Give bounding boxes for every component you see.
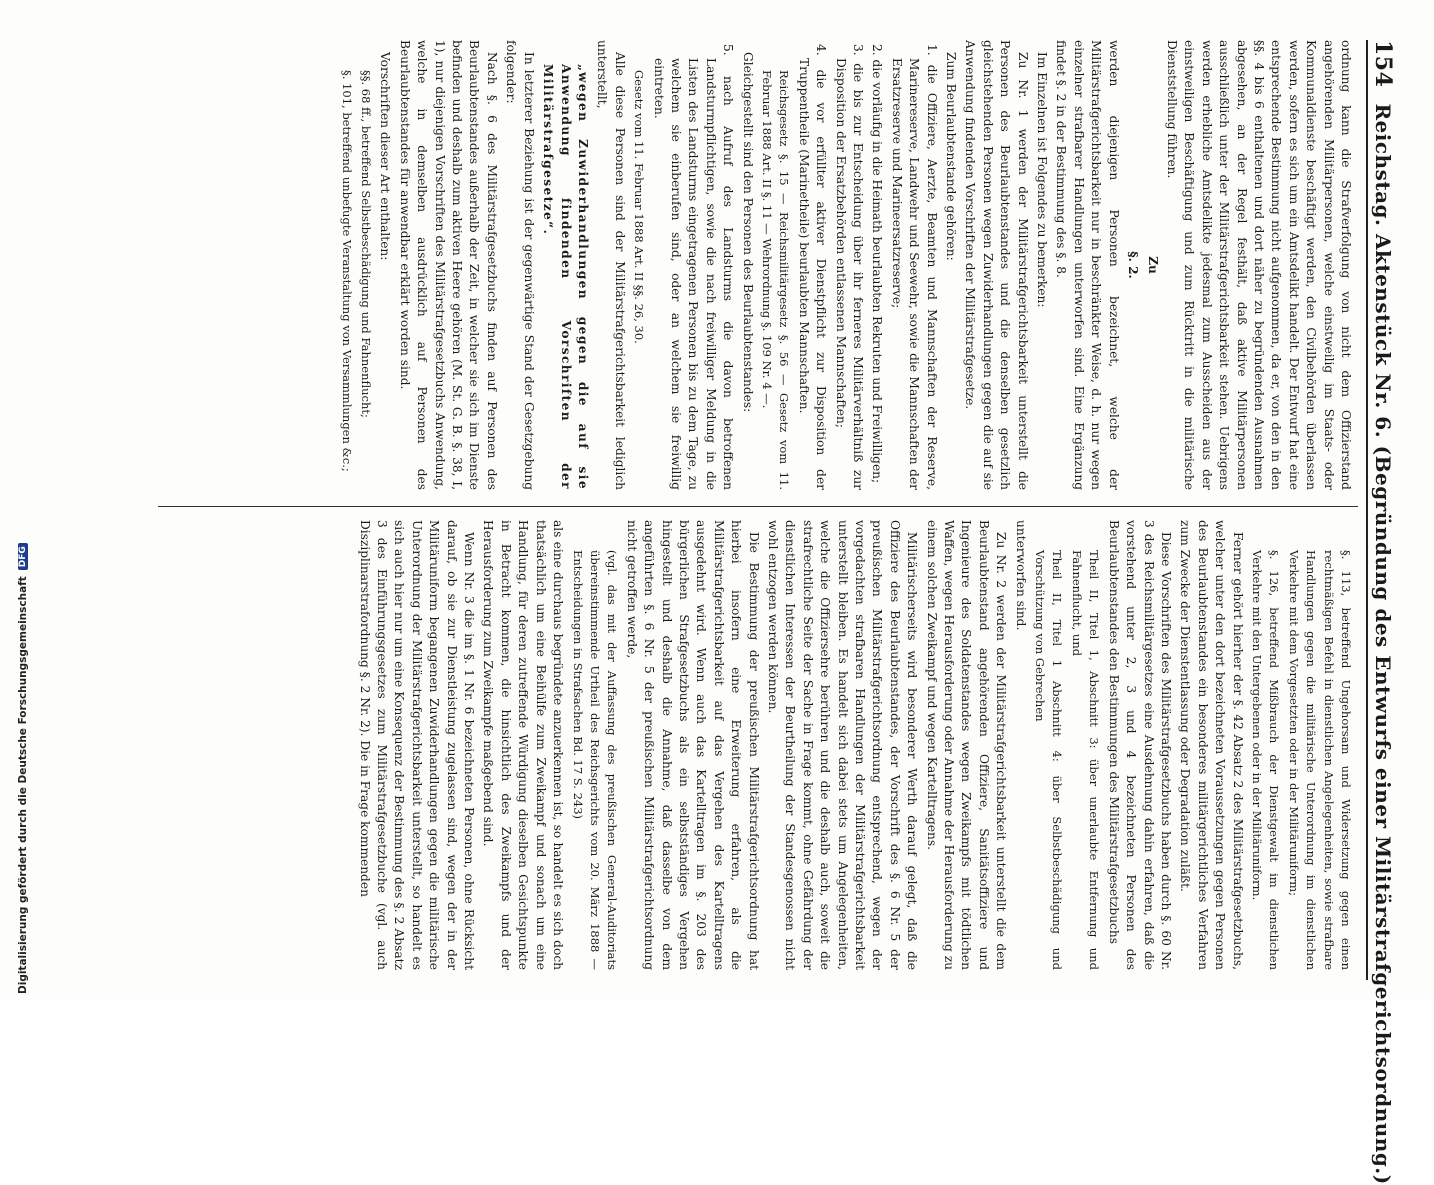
paragraph: Nach §. 6 des Militärstrafgesetzbuchs finden auf Personen des Beurlaubtenstandes außerhalb der Zeit, in welcher sie sich im Dienste befinden und deshalb zum aktiven Heere gehören (M. St. G. B. §. 38, I, 1), nur diejenigen Vorschriften des Militärstrafgesetzbuchs Anwendung, welche in demselben ausdrücklich auf Personen des Beurlaubtenstandes für anwendbar erklärt worden sind. <box>397 40 499 490</box>
paragraph: Theil II, Titel 1 Abschnitt 4: über Selbstbeschädigung und Vorschützung von Gebrechen <box>1033 550 1065 970</box>
paragraph: werden diejenigen Personen bezeichnet, welche der Militärstrafgerichtsbarkeit nur in beschränkter Weise, d. h. nur wegen einzelner strafbarer Handlungen unterworfen sind. Eine Ergänzung findet §. 2 in der Bestimmung des §. 8. <box>1054 40 1121 490</box>
rotated-page-content <box>148 40 1398 1185</box>
page-title: Reichstag. Aktenstück Nr. 6. (Begründung des Entwurfs einer Militärstrafgerichtsordnung.) <box>1371 103 1395 1185</box>
paragraph: §. 126, betreffend Mißbrauch der Dienstgewalt im dienstlichen Verkehre mit den Untergebenen oder in der Militäruniform. <box>1249 550 1282 970</box>
paragraph: (vgl. das mit der Auffassung des preußischen General-Auditoriats übereinstimmende Urtheil des Reichsgerichts vom 20. März 1888 — Entscheidungen in Strafsachen Bd. 17 S. 243) <box>570 550 620 970</box>
paragraph: Zu Nr. 1 werden der Militärstrafgerichtsbarkeit unterstellt die Personen des Beurlaubtenstandes und die denselben gesetzlich gleichstehenden Personen wegen Zuwiderhandlungen gegen die auf sie Anwendung findenden Vorschriften der Militärstrafgesetze. <box>963 40 1030 490</box>
page-number: 154 <box>1370 40 1396 88</box>
paragraph: Militärischerseits wird besonderer Werth darauf gelegt, daß die Offiziere des Beurlaubtenstandes, der Vorschrift des §. 6 Nr. 5 der preußischen Militärstrafgerichtsordnung entsprechend, wegen der vorgedachten strafbaren Handlungen der Militärstrafgerichtsbarkeit unterstellt bleiben. Es handelt sich dabei stets um Angelegenheiten, welche die Offiziersehre berühren und die deshalb auch, soweit die strafrechtliche Seite der Sache in Frage kommt, ohne Gefährdung der dienstlichen Interessen der Beurtheilung der Standesgenossen nicht wohl entzogen werden können. <box>766 520 920 970</box>
paragraph: Zu Nr. 2 werden der Militärstrafgerichtsbarkeit unterstellt die dem Beurlaubtenstand angehörenden Offiziere, Sanitätsoffiziere und Ingenieure des Soldatenstandes wegen Zweikampfs mit tödtlichen Waffen, wegen Herausforderung oder Annahme der Herausforderung zu einem solchen Zweikampf und wegen Kartelltragens. <box>924 520 1009 970</box>
paragraph: §. 2. <box>1126 251 1141 279</box>
paragraph: Zum Beurlaubtenstande gehören: <box>944 52 959 261</box>
left-text-column <box>154 40 1354 490</box>
footer-credit <box>4 4 29 994</box>
paragraph: Theil II, Titel 1, Abschnitt 3: über unerlaubte Entfernung und Fahnenflucht, und <box>1069 550 1102 970</box>
paragraph: „wegen Zuwiderhandlungen gegen die auf sie Anwendung findenden Vorschriften der Militärstrafgesetze“. <box>541 64 590 490</box>
paragraph: Gleichgestellt sind den Personen des Beurlaubtenstandes: <box>740 52 755 413</box>
paragraph: Reichsgesetz §. 15 — Reichsmilitärgesetz §. 56 — Gesetz vom 11. Februar 1888 Art. II §. 11 — Wehrordnung §. 109 Nr. 4 —. <box>760 70 792 490</box>
paragraph: 4. die vor erfüllter aktiver Dienstpflicht zur Disposition der Truppentheile (Marinetheile) beurlaubten Mannschaften. <box>796 44 829 490</box>
paragraph: 2. die vorläufig in die Heimath beurlaubten Rekruten und Freiwilligen; <box>870 44 885 484</box>
paragraph: Vorschriften dieser Art enthalten: <box>378 52 393 261</box>
paragraph: Diese Vorschriften des Militärstrafgesetzbuchs haben durch §. 60 Nr. 3 des Reichsmilitärgesetzes eine Ausdehnung dahin erfahren, daß die vorstehend unter 2, 3 und 4 bezeichneten Personen des Beurlaubtenstandes den Bestimmungen des Militärstrafgesetzbuchs <box>1106 520 1173 970</box>
paragraph: 3. die bis zur Entscheidung über ihr ferneres Militärverhältniß zur Disposition der Ersatzbehörden entlassenen Mannschaften; <box>833 44 866 490</box>
paragraph: §. 101, betreffend unbefugte Veranstaltung von Versammlungen &c.; <box>339 70 354 472</box>
page-header <box>1366 40 1398 1185</box>
right-text-column <box>154 520 1354 970</box>
paragraph: In letzterer Beziehung ist der gegenwärtige Stand der Gesetzgebung folgender: <box>504 40 536 490</box>
paragraph: 1. die Offiziere, Aerzte, Beamten und Mannschaften der Reserve, Marinereserve, Landwehr und Seewehr, sowie die Mannschaften der Ersatzreserve und Marineersatzreserve; <box>889 44 939 490</box>
paragraph: Zu <box>1145 256 1160 274</box>
paragraph: §§. 68 ff., betreffend Selbstbeschädigung und Fahnenflucht; <box>359 70 374 418</box>
paragraph: Alle diese Personen sind der Militärstrafgerichtsbarkeit lediglich unterstellt, <box>595 40 627 490</box>
dfg-logo-icon: DFG <box>18 543 28 570</box>
column-divider <box>158 506 1358 507</box>
paragraph: Wenn Nr. 3 die im §. 1 Nr. 6 bezeichneten Personen, ohne Rücksicht darauf, ob sie zur Dienstleistung zugelassen sind, wegen der in der Militäruniform begangenen Zuwiderhandlungen gegen die militärische Unterordnung der Militärstrafgerichtsbarkeit unterstellt, so handelt es sich auch hier nur um eine Konsequenz der Bestimmung des §. 2 Absatz 3 des Einführungsgesetzes zum Militärstrafgesetzbuche (vgl. auch Disziplinarstrafordnung §. 2 Nr. 2). Die in Frage kommenden <box>357 520 477 970</box>
paragraph: Gesetz vom 11. Februar 1888 Art. II §§. 26, 30. <box>632 70 647 344</box>
paragraph: 5. nach Aufruf des Landsturms die davon betroffenen Landsturmpflichtigen, sowie die nach freiwilliger Meldung in die Listen des Landsturms eingetragenen Personen bis zu dem Tage, zu welchem sie einberufen sind, oder an welchem sie freiwillig eintreten. <box>651 44 736 490</box>
paragraph: unterworfen sind. <box>1013 520 1028 631</box>
footer-credit-text: Digitalisierung gefördert durch die Deutsche Forschungsgemeinschaft <box>17 576 29 994</box>
paragraph: Ferner gehört hierher der §. 42 Absatz 2 des Militärstrafgesetzbuchs, welcher unter den dort bezeichneten Voraussetzungen gegen Personen des Beurlaubtenstandes ein besonderes militärgerichtliches Verfahren zum Zwecke der Dienstentlassung oder Degradation zuläßt. <box>1178 520 1245 970</box>
paragraph: ordnung kann die Strafverfolgung von nicht dem Offizierstand angehörenden Militärpersonen, welche einstweilig im Staats- oder Kommunaldienste beschäftigt werden, den Civilbehörden überlassen werden, sofern es sich um ein Amtsdelikt handelt. Der Entwurf hat eine entsprechende Bestimmung nicht aufgenommen, da er, von den in den §§. 4 bis 6 enthaltenen und dort näher zu begründenden Ausnahmen abgesehen, an der Regel festhält, daß aktive Militärpersonen ausschließlich unter der Militärstrafgerichtsbarkeit stehen. Uebrigens werden erhebliche Amtsdelikte jedesmal zum Ausscheiden aus der einstweiligen Beschäftigung und zum Rücktritt in die militärische Dienststellung führen. <box>1164 40 1353 490</box>
paragraph: als eine durchaus begründete anzuerkennen ist, so handelt es sich doch thatsächlich um eine Beihülfe zum Zweikampf und sonach um eine Handlung, für deren zutreffende Würdigung dieselben Gesichtspunkte in Betracht kommen, die hinsichtlich des Zweikampfs und der Herausforderung zum Zweikampfe maßgebend sind. <box>481 520 566 970</box>
paragraph: Die Bestimmung der preußischen Militärstrafgerichtsordnung hat hierbei insofern eine Erweiterung erfahren, als die Militärstrafgerichtsbarkeit auf das Vergehen des Kartelltragens ausgedehnt wird. Wenn auch das Kartelltragen im §. 203 des bürgerlichen Strafgesetzbuchs als ein selbstständiges Vergehen hingestellt und deshalb die Annahme, daß dasselbe von dem angeführten §. 6 Nr. 5 der preußischen Militärstrafgerichtsordnung nicht getroffen werde, <box>624 520 761 970</box>
paragraph: Im Einzelnen ist Folgendes zu bemerken: <box>1035 52 1050 308</box>
paragraph: §. 113, betreffend Ungehorsam und Widersetzung gegen einen rechtmäßigen Befehl in dienstlichen Angelegenheiten, sowie strafbare Handlungen gegen die militärische Unterordnung im dienstlichen Verkehre mit dem Vorgesetzten oder in der Militäruniform; <box>1286 550 1353 970</box>
